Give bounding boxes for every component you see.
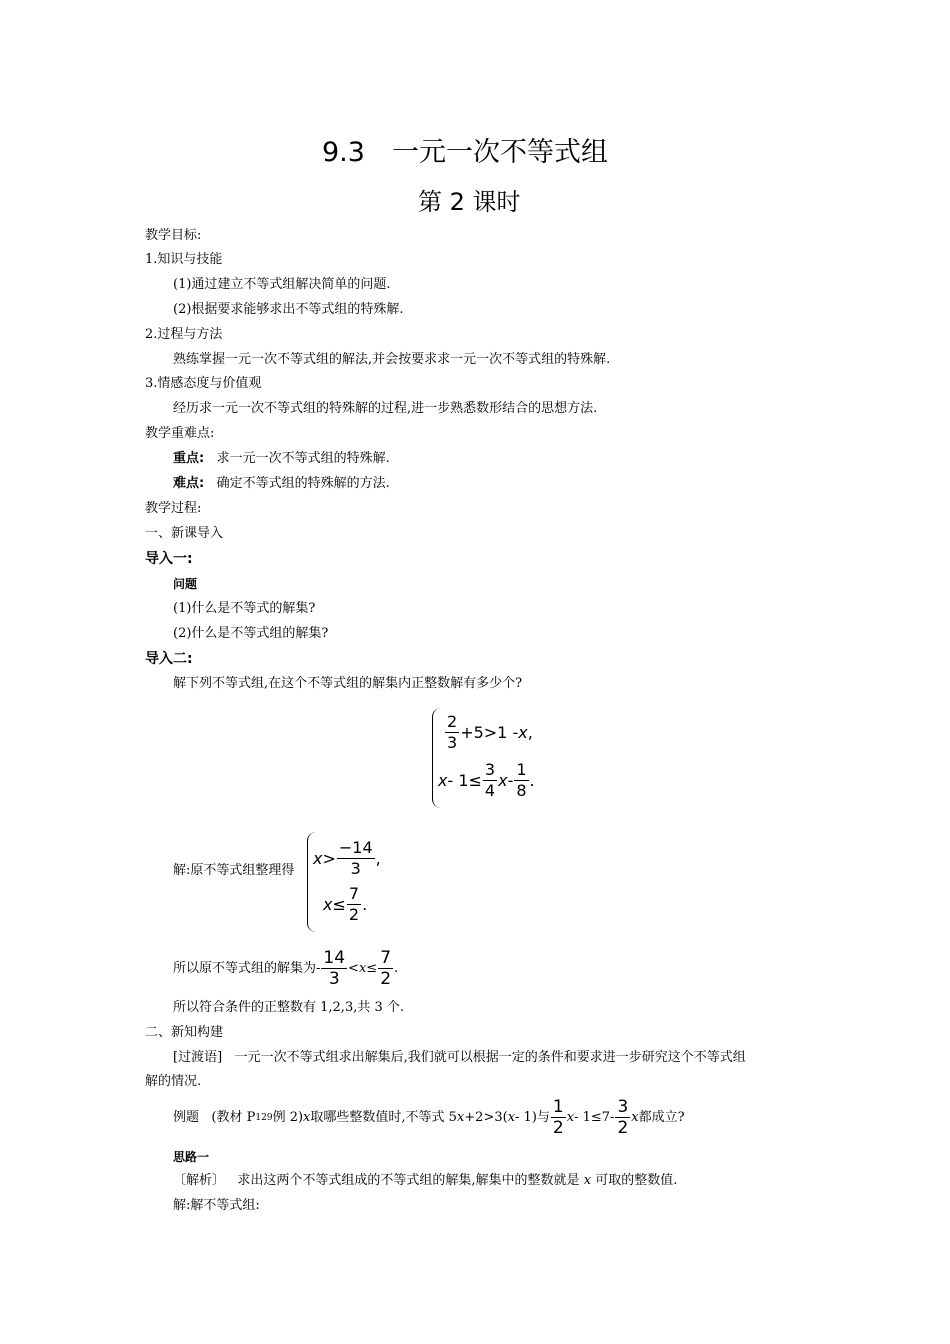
question-2: (2)什么是不等式组的解集?	[173, 626, 329, 641]
example-label: 例题	[173, 1109, 200, 1125]
objective-2-title: 2.过程与方法	[145, 327, 223, 342]
question-label: 问题	[173, 577, 198, 591]
solution-row-2: x ≤ $\frac{7}{2}$ .	[323, 884, 368, 924]
key-point-row	[173, 451, 390, 467]
intro-2-text: 解下列不等式组,在这个不等式组的解集内正整数解有多少个?	[173, 676, 523, 691]
key-point-text: 求一元一次不等式组的特殊解.	[216, 451, 390, 466]
transition-continuation: 解的情况.	[145, 1074, 202, 1089]
transition-label: [过渡语]	[173, 1050, 223, 1065]
solution-row-1: x > $\frac{-14}{3}$ ,	[313, 838, 381, 878]
analysis-line: 〔解析〕 求出这两个不等式组成的不等式组的解集,解集中的整数就是 x 可取的整数值.	[173, 1173, 678, 1188]
fraction: $\frac{7}{2}$	[380, 948, 392, 989]
objective-1-title: 1.知识与技能	[145, 252, 223, 267]
objective-2-text: 熟练掌握一元一次不等式组的解法,并会按要求求一元一次不等式组的特殊解.	[173, 352, 611, 367]
fraction: $\frac{3}{2}$	[617, 1097, 629, 1138]
objective-1-item-1: (1)通过建立不等式组解决简单的问题.	[173, 277, 391, 292]
fraction: $\frac{14}{3}$	[323, 948, 346, 989]
transition-text: 一元一次不等式组求出解集后,我们就可以根据一定的条件和要求进一步研究这个不等式组	[234, 1050, 746, 1065]
analysis-label: 〔解析〕	[173, 1173, 226, 1188]
solution-prefix: 解:原不等式组整理得	[173, 863, 295, 878]
keypoints-heading: 教学重难点:	[145, 426, 215, 441]
section-1-heading: 一、新课导入	[145, 526, 224, 541]
objectives-heading: 教学目标:	[145, 228, 202, 243]
process-heading: 教学过程:	[145, 501, 202, 516]
key-point-label: 重点:	[173, 451, 205, 466]
intro-1-title: 导入一:	[145, 551, 193, 567]
approach-title: 思路一	[173, 1150, 210, 1164]
section-2-heading: 二、新知构建	[145, 1025, 224, 1040]
objective-1-item-2: (2)根据要求能够求出不等式组的特殊解.	[173, 302, 404, 317]
intro-2-title: 导入二:	[145, 651, 193, 667]
objective-3-title: 3.情感态度与价值观	[145, 376, 262, 391]
objective-3-text: 经历求一元一次不等式组的特殊解的过程,进一步熟悉数形结合的思想方法.	[173, 401, 598, 416]
fraction: $\frac{1}{8}$	[516, 760, 527, 800]
fraction: $\frac{3}{4}$	[484, 760, 496, 800]
example-line: 例题 (教材 P 129 例 2) x 取哪些整数值时,不等式 5 x +2>3( x - 1)与 $\frac{1}{2}$ x - 1≤7- $\frac{3}{2}$ x 都成立?	[173, 1097, 685, 1138]
question-1: (1)什么是不等式的解集?	[173, 601, 316, 616]
result-line: 所以原不等式组的解集为- $\frac{14}{3}$ < x ≤ $\frac{7}{2}$ .	[173, 948, 399, 989]
difficulty-label: 难点:	[173, 476, 205, 491]
fraction: $\frac{-14}{3}$	[338, 838, 373, 878]
fraction: $\frac{1}{2}$	[552, 1097, 564, 1138]
count-text: 所以符合条件的正整数有 1,2,3,共 3 个.	[173, 1000, 405, 1015]
difficulty-row	[173, 476, 390, 492]
system-row-2: x - 1≤ $\frac{3}{4}$ x - $\frac{1}{8}$ .	[438, 760, 535, 800]
transition-line	[173, 1050, 746, 1066]
page-title: 9.3 一元一次不等式组	[322, 137, 608, 168]
difficulty-text: 确定不等式组的特殊解的方法.	[216, 476, 390, 491]
fraction: $\frac{7}{2}$	[348, 884, 360, 924]
page-subtitle: 第 2 课时	[418, 188, 521, 216]
system-row-1: $\frac{2}{3}$ +5>1 - x ,	[447, 712, 533, 752]
solve-text: 解:解不等式组:	[173, 1198, 260, 1213]
fraction: $\frac{2}{3}$	[447, 712, 458, 752]
